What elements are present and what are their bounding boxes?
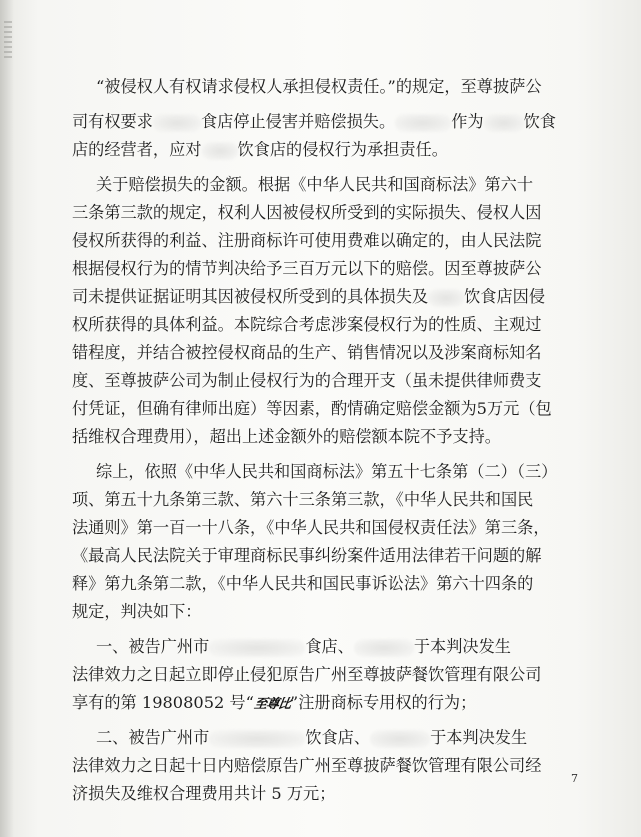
text-line-5: 三条第三款的规定，权利人因被侵权所受到的实际损失、侵权人因 <box>72 203 542 222</box>
text-line-15: 项、第五十九条第三款、第六十三条第三款，《中华人民共和国民 <box>72 490 534 509</box>
redacted-text <box>428 289 464 307</box>
text-line-4: 关于赔偿损失的金额。根据《中华人民共和国商标法》第六十 <box>96 175 534 194</box>
page-number: 7 <box>571 772 578 785</box>
judgment-item-2: 二、被告广州市 饮食店、 于本判决发生 <box>96 728 528 747</box>
text-line-24: 法律效力之日起十日内赔偿原告广州至尊披萨餐饮管理有限公司经 <box>72 756 542 775</box>
text-line-6: 侵权所获得的利益、注册商标许可使用费难以确定的，由人民法院 <box>72 231 542 250</box>
text-line-25: 济损失及维权合理费用共计 5 万元； <box>72 784 336 803</box>
trademark-logo: 至尊比 <box>252 697 292 712</box>
text-line-11: 度、至尊披萨公司为制止侵权行为的合理开支（虽未提供律师费支 <box>72 371 542 390</box>
text-line-16: 法通则》第一百一十八条，《中华人民共和国侵权责任法》第三条， <box>72 518 550 537</box>
redacted-text <box>209 730 305 748</box>
redacted-text <box>395 114 451 132</box>
redacted-text <box>354 639 414 657</box>
text-line-18: 释》第九条第二款，《中华人民共和国民事诉讼法》第六十四条的 <box>72 574 534 593</box>
text-line-12: 付凭证，但确有律师出庭）等因素，酌情确定赔偿金额为5万元（包 <box>72 399 552 418</box>
text-line-22: 享有的第 19808052 号“至尊比”注册商标专用权的行为； <box>72 692 476 714</box>
text-line-19: 规定，判决如下： <box>72 602 202 621</box>
text-line-10: 错程度，并结合被控侵权商品的生产、销售情况以及涉案商标知名 <box>72 343 542 362</box>
text-line-1: “被侵权人有权请求侵权人承担侵权责任。”的规定，至尊披萨公 <box>96 77 542 96</box>
text-line-3: 店的经营者，应对 饮食店的侵权行为承担责任。 <box>72 140 448 159</box>
redacted-text <box>153 114 201 132</box>
text-line-13: 括维权合理费用），超出上述金额外的赔偿额本院不予支持。 <box>72 427 501 446</box>
redacted-text <box>202 142 238 160</box>
text-line-17: 《最高人民法院关于审理商标民事纠纷案件适用法律若干问题的解 <box>72 546 542 565</box>
redacted-text <box>484 114 524 132</box>
redacted-text <box>209 639 305 657</box>
text-line-8: 司未提供证据证明其因被侵权所受到的具体损失及 饮食店因侵 <box>72 287 546 306</box>
text-line-9: 权所获得的具体利益。本院综合考虑涉案侵权行为的性质、主观过 <box>72 315 542 334</box>
text-line-14: 综上，依照《中华人民共和国商标法》第五十七条第（二）（三） <box>96 462 558 481</box>
redacted-text <box>370 730 430 748</box>
text-line-21: 法律效力之日起立即停止侵犯原告广州至尊披萨餐饮管理有限公司 <box>72 665 542 684</box>
page-binding-shadow <box>0 0 14 837</box>
text-line-2: 司有权要求 食店停止侵害并赔偿损失。 作为 饮食 <box>72 112 556 131</box>
binding-stamp-mark <box>4 18 12 58</box>
judgment-item-1: 一、被告广州市 食店、 于本判决发生 <box>96 637 511 656</box>
text-line-7: 根据侵权行为的情节判决给予三百万元以下的赔偿。因至尊披萨公 <box>72 259 542 278</box>
